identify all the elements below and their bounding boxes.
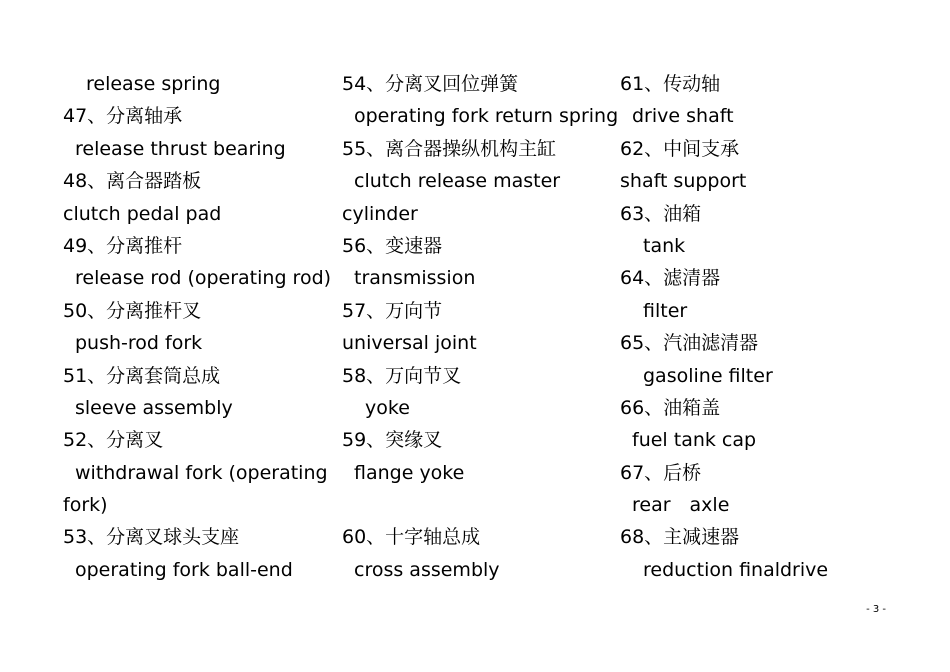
glossary-line: 65、汽油滤清器 <box>620 332 759 355</box>
glossary-line: drive shaft <box>632 105 734 128</box>
glossary-line: 53、分离叉球头支座 <box>63 526 240 549</box>
glossary-line: fuel tank cap <box>632 429 757 452</box>
glossary-line: 59、突缘叉 <box>342 429 443 452</box>
page-number: - 3 - <box>866 604 886 615</box>
glossary-line: yoke <box>365 396 410 419</box>
glossary-line: 68、主减速器 <box>620 526 740 549</box>
glossary-line: universal joint <box>342 332 477 355</box>
glossary-line: 61、传动轴 <box>620 73 721 95</box>
glossary-line: release thrust bearing <box>75 137 286 160</box>
glossary-line: 66、油箱盖 <box>620 396 721 419</box>
glossary-line: filter <box>643 299 688 322</box>
glossary-line: sleeve assembly <box>75 396 233 419</box>
glossary-line: clutch pedal pad <box>63 202 222 225</box>
glossary-line: 52、分离叉 <box>63 429 164 452</box>
glossary-line: 64、滤清器 <box>620 267 721 290</box>
glossary-line: 54、分离叉回位弹簧 <box>342 73 519 95</box>
glossary-line: operating fork ball-end <box>75 558 293 581</box>
glossary-line: tank <box>643 234 686 257</box>
blank-line <box>342 489 614 521</box>
glossary-line: 47、分离轴承 <box>63 105 183 128</box>
glossary-line: reduction finaldrive <box>643 558 829 581</box>
glossary-line: shaft support <box>620 170 747 193</box>
glossary-line: flange yoke <box>354 461 465 484</box>
glossary-line: 62、中间支承 <box>620 137 740 160</box>
glossary-line: withdrawal fork (operating <box>75 461 328 484</box>
glossary-line: 56、变速器 <box>342 234 443 257</box>
glossary-line: release rod (operating rod) <box>75 267 332 290</box>
glossary-column-3 <box>620 68 880 586</box>
glossary-line: 49、分离推杆 <box>63 234 183 257</box>
glossary-line: clutch release master <box>354 170 561 193</box>
glossary-line: 63、油箱 <box>620 202 702 225</box>
glossary-column-2 <box>342 68 619 586</box>
glossary-line: 48、离合器踏板 <box>63 170 202 193</box>
glossary-column-1 <box>63 68 333 586</box>
glossary-line: push-rod fork <box>75 332 203 355</box>
glossary-line: operating fork return spring <box>354 105 619 128</box>
glossary-line: cylinder <box>342 202 418 225</box>
glossary-line: release spring <box>86 73 221 95</box>
glossary-line: fork) <box>63 494 108 517</box>
glossary-line: 58、万向节叉 <box>342 364 462 387</box>
glossary-line: transmission <box>354 267 476 290</box>
glossary-line: 57、万向节 <box>342 299 443 322</box>
glossary-line: 67、后桥 <box>620 461 702 484</box>
glossary-line: 55、离合器操纵机构主缸 <box>342 137 557 160</box>
glossary-line: 51、分离套筒总成 <box>63 364 221 387</box>
glossary-line: rear axle <box>632 494 730 517</box>
glossary-line: cross assembly <box>354 558 500 581</box>
glossary-line: 60、十字轴总成 <box>342 526 481 549</box>
glossary-line: 50、分离推杆叉 <box>63 299 202 322</box>
glossary-line: gasoline filter <box>643 364 773 387</box>
